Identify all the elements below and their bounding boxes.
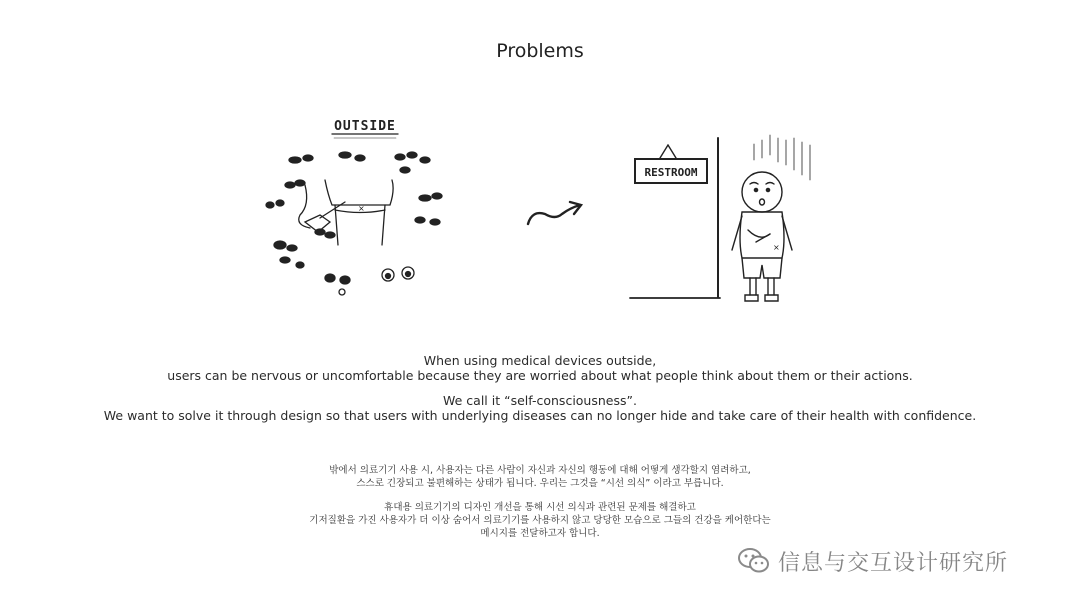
svg-text:×: × [358, 204, 365, 213]
watermark-text: 信息与交互设计研究所 [778, 550, 1009, 576]
watermark [738, 545, 1008, 577]
problem-illustration [250, 110, 830, 310]
slide-title: Problems [496, 40, 584, 62]
wechat-icon [738, 547, 770, 575]
english-line-4: We want to solve it through design so that users with underlying diseases can no longer hide and take care of their health with confidence. [103, 408, 977, 423]
restroom-sign-label: RESTROOM [644, 166, 698, 179]
english-line-3: We call it “self-consciousness”. [443, 393, 637, 408]
restroom-sketch [630, 135, 810, 301]
svg-text:×: × [773, 243, 780, 252]
watching-eyes [266, 152, 442, 284]
arrow-icon [528, 202, 581, 224]
korean-line-1: 밖에서 의료기기 사용 시, 사용자는 다른 사람이 자신과 자신의 행동에 대해 어떻게 생각할지 염려하고, [329, 465, 751, 476]
english-line-1: When using medical devices outside, [423, 353, 657, 368]
korean-line-4: 기저질환을 가진 사용자가 더 이상 숨어서 의료기기를 사용하지 않고 당당한 모습으로 그들의 건강을 케어한다는 [309, 515, 771, 526]
korean-line-2: 스스로 긴장되고 불편해하는 상태가 됩니다. 우리는 그것을 “시선 의식” 이라고 부릅니다. [356, 478, 724, 489]
korean-line-3: 휴대용 의료기기의 디자인 개선을 통해 시선 의식과 관련된 문제를 해결하고 [384, 502, 696, 513]
english-line-2: users can be nervous or uncomfortable because they are worried about what people think about them or their actions. [167, 368, 913, 383]
english-description [0, 353, 1080, 423]
outside-sketch [266, 119, 442, 295]
korean-line-5: 메시지를 전달하고자 합니다. [480, 528, 600, 539]
outside-label: OUTSIDE [334, 119, 396, 134]
korean-description [0, 464, 1080, 540]
